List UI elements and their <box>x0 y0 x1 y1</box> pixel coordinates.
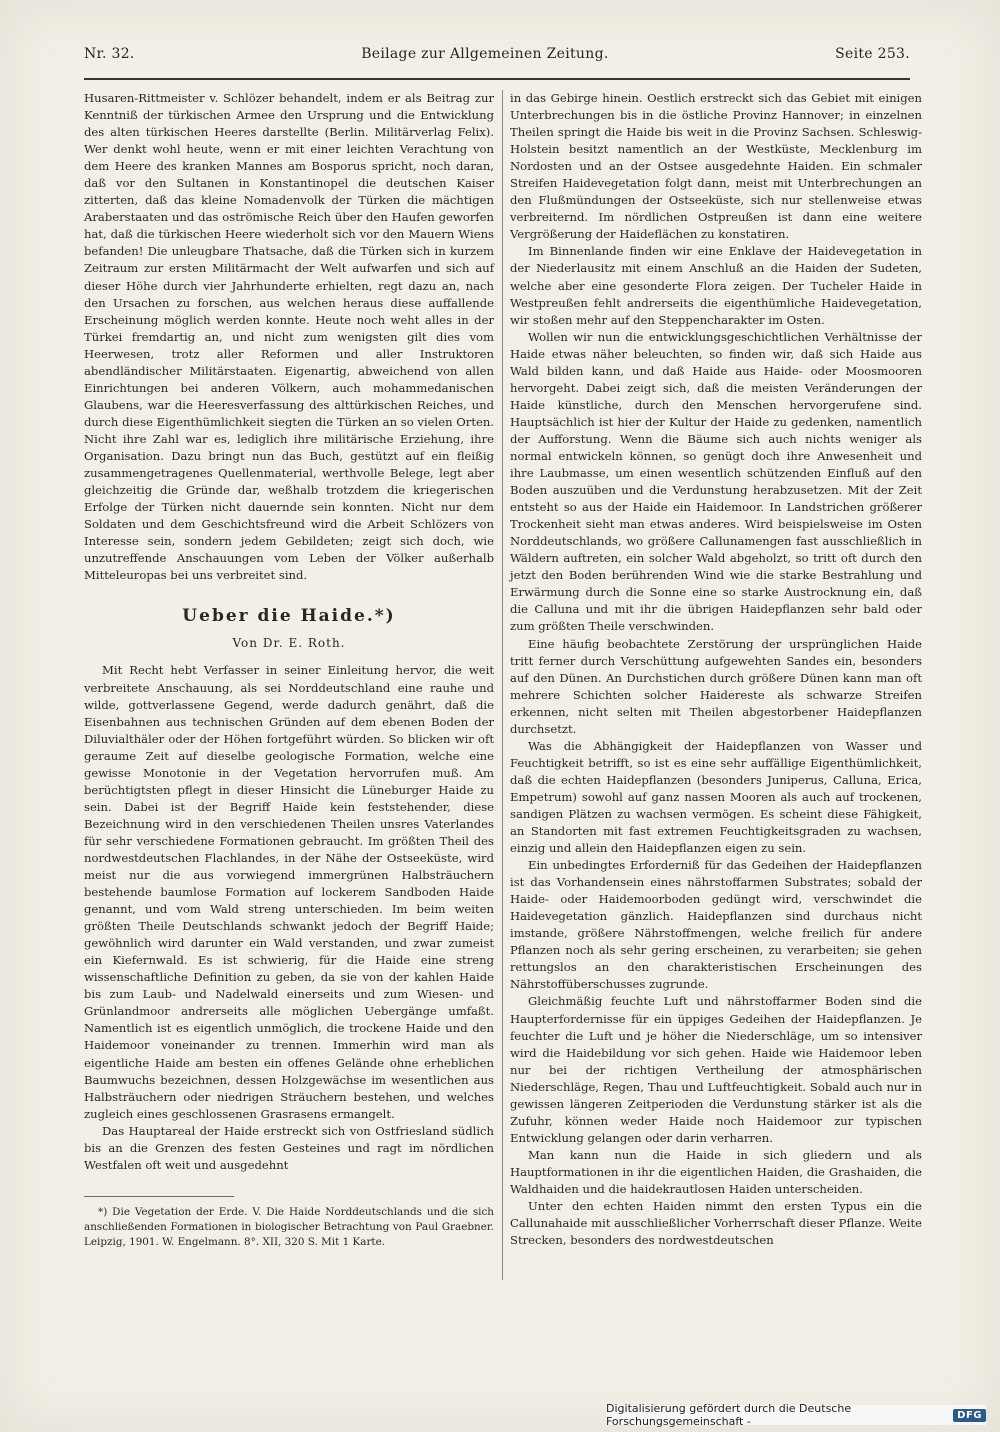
publication-title: Beilage zur Allgemeinen Zeitung. <box>361 46 609 62</box>
header-rule <box>84 78 910 80</box>
footnote-rule <box>84 1196 234 1197</box>
article-paragraph: Ein unbedingtes Erforderniß für das Gedeihen der Haidepflanzen ist das Vorhandensein eines nährstoffarmen Substrates; sobald der Haide- oder Haidemoorboden gedüngt wird, verschwindet die Haidevegetation gänzlich. Haidepflanzen sind durchaus nicht imstande, größere Nährstoffmengen, welche freilich für andere Pflanzen noch als sehr gering erscheinen, zu verarbeiten; sie gehen rettungslos an den charakteristischen Erscheinungen des Nährstoffüberschusses zugrunde. <box>510 858 922 992</box>
article-paragraph: Man kann nun die Haide in sich gliedern und als Hauptformationen in ihr die eigentlichen Haiden, die Grashaiden, die Waldhaiden und die haidekrautlosen Haiden unterscheiden. <box>510 1147 922 1196</box>
issue-number: Nr. 32. <box>84 46 135 62</box>
article-paragraph: Das Hauptareal der Haide erstreckt sich von Ostfriesland südlich bis an die Grenzen des festen Gesteines und ragt im nördlichen Westfalen oft weit und ausgedehnt <box>84 1123 494 1172</box>
article-paragraph: Unter den echten Haiden nimmt den ersten Typus ein die Callunahaide mit ausschließlicher Vorherrschaft dieser Pflanze. Weite Strecken, besonders des nordwestdeutschen <box>510 1199 922 1248</box>
page-header <box>84 40 910 68</box>
article-paragraph: Eine häufig beobachtete Zerstörung der ursprünglichen Haide tritt ferner durch Verschüttung aufgewehten Sandes ein, besonders auf den Dünen. An Durchstichen durch größere Dünen kann man oft mehrere Schichten solcher Haidereste als schwarze Streifen erkennen, nicht selten mit Theilen abgestorbener Haidepflanzen durchsetzt. <box>510 636 922 736</box>
column-rule <box>502 90 503 1280</box>
digitization-footer <box>606 1402 986 1428</box>
article-byline: Von Dr. E. Roth. <box>232 636 346 651</box>
article-paragraph: Was die Abhängigkeit der Haidepflanzen von Wasser und Feuchtigkeit betrifft, so ist es eine sehr auffällige Eigenthümlichkeit, daß die echten Haidepflanzen (besonders Juniperus, Calluna, Erica, Empetrum) sowohl auf ganz nassen Mooren als auch auf trockenen, sandigen Plätzen zu wachsen vermögen. Es scheint diese Fähigkeit, an Standorten mit fast extremen Feuchtigkeitsgraden zu wachsen, einzig und allein den Haidepflanzen eigen zu sein. <box>510 738 922 856</box>
right-column <box>510 90 922 1249</box>
review-paragraph: Husaren-Rittmeister v. Schlözer behandelt, indem er als Beitrag zur Kenntniß der türkischen Armee den Ursprung und die Entwicklung des alten türkischen Heeres darstellte (Berlin. Militärverlag Felix). Wer denkt wohl heute, wenn er mit einer leichten Verachtung von dem Heere des kranken Mannes am Bosporus spricht, noch daran, daß vor den Sultanen in Konstantinopel die deutschen Kaiser zitterten, daß das kleine Nomadenvolk der Türken die mächtigen Araberstaaten und das oströmische Reich über den Haufen geworfen hat, daß die türkischen Heere wiederholt sich vor den Mauern Wiens befanden! Die unleugbare Thatsache, daß die Türken sich in kurzem Zeitraum zur ersten Militärmacht der Welt aufwarfen und sich auf dieser Höhe durch vier Jahrhunderte erhielten, regt dazu an, nach den Ursachen zu forschen, aus welchen heraus diese auffallende Erscheinung möglich werden konnte. Heute noch weht alles in der Türkei fremdartig an, und nicht zum wenigsten gilt dies vom Heerwesen, trotz aller Reformen und aller Instruktoren abendländischer Militärstaaten. Eigenartig, abweichend von allen Einrichtungen bei anderen Völkern, auch mohammedanischen Glaubens, war die Heeresverfassung des alttürkischen Reiches, und durch diese Eigenthümlichkeit siegten die Türken an so vielen Orten. Nicht ihre Zahl war es, lediglich ihre militärische Erziehung, ihre Organisation. Dazu bringt nun das Buch, gestützt auf ein fleißig zusammengetragenes Quellenmaterial, werthvolle Belege, legt aber gleichzeitig die Gründe dar, weßhalb trotzdem die kriegerischen Erfolge der Türken nicht dauernde sein konnten. Nicht nur dem Soldaten und dem Geschichtsfreund wird die Arbeit Schlözers von Interesse sein, sondern jedem Gebildeten; zeigt sich doch, wie unzutreffende Anschauungen vom Leben der Völker außerhalb Mitteleuropas bei uns verbreitet sind. <box>84 91 494 583</box>
footer-text: Digitalisierung gefördert durch die Deutsche Forschungsgemeinschaft - <box>606 1402 852 1428</box>
page-number: Seite 253. <box>835 46 910 62</box>
footnote: *) Die Vegetation der Erde. V. Die Haide Norddeutschlands und die sich anschließenden Formationen in biologischer Betrachtung von Paul Graebner. Leipzig, 1901. W. Engelmann. 8°. XII, 320 S. Mit 1 Karte. <box>84 1205 494 1248</box>
article-paragraph: Wollen wir nun die entwicklungsgeschichtlichen Verhältnisse der Haide etwas näher beleuchten, so finden wir, daß sich Haide aus Wald bilden kann, und daß Haide aus Haide- oder Moosmooren hervorgeht. Dabei zeigt sich, daß die meisten Veränderungen der Haide künstliche, durch den Menschen hervorgerufene sind. Hauptsächlich ist hier der Kultur der Haide zu gedenken, namentlich der Aufforstung. Wenn die Bäume sich auch nichts weniger als normal entwickeln können, so genügt doch ihre Anwesenheit und ihre Laubmasse, um einen wesentlich schützenden Einfluß auf den Boden auszuüben und die Verdunstung herabzusetzen. Mit der Zeit entsteht so aus der Haide ein Haidemoor. In Landstrichen größerer Trockenheit sieht man etwas anderes. Wird beispielsweise im Osten Norddeutschlands, wo größere Callunamengen fast ausschließlich in Wäldern auftreten, ein solcher Wald abgeholzt, so tritt oft durch den jetzt den Boden berührenden Wind wie die starke Bestrahlung und Erwärmung durch die Sonne eine so starke Austrocknung ein, daß die Calluna und mit ihr die übrigen Haidepflanzen sehr bald oder zum größten Theile verschwinden. <box>510 329 922 634</box>
article-title: Ueber die Haide.*) <box>182 606 396 627</box>
article-paragraph: Im Binnenlande finden wir eine Enklave der Haidevegetation in der Niederlausitz mit einem Anschluß an die Haiden der Sudeten, welche aber eine gesonderte Flora zeigen. Der Tucheler Haide in Westpreußen fehlt andrerseits die eigenthümliche Haidevegetation, wir stoßen mehr auf den Steppencharakter im Osten. <box>510 244 922 327</box>
article-paragraph: in das Gebirge hinein. Oestlich erstreckt sich das Gebiet mit einigen Unterbrechungen bis in die östliche Provinz Hannover; in einzelnen Theilen springt die Haide bis weit in die Provinz Sachsen. Schleswig-Holstein besitzt namentlich an der Westküste, Mecklenburg im Nordosten und an der Ostsee ausgedehnte Haiden. Ein schmaler Streifen Haidevegetation folgt dann, meist mit Unterbrechungen an den Flußmündungen der Ostseeküste, sich nur stellenweise etwas verbreiternd. Im nördlichen Ostpreußen ist dann eine weitere Vergrößerung der Haideflächen zu konstatiren. <box>510 91 922 242</box>
article-paragraph: Gleichmäßig feuchte Luft und nährstoffarmer Boden sind die Haupterfordernisse für ein üppiges Gedeihen der Haidepflanzen. Je feuchter die Luft und je höher die Niederschläge, um so intensiver wird die Haidebildung vor sich gehen. Haide wie Haidemoor leben nur bei der richtigen Vertheilung der atmosphärischen Niederschläge, Regen, Thau und Luftfeuchtigkeit. Sobald auch nur in gewissen längeren Zeitperioden die Verdunstung stärker ist als die Zufuhr, können weder Haide noch Haidemoor zur typischen Entwicklung gelangen oder darin verharren. <box>510 994 922 1145</box>
dfg-logo-icon: DFG <box>953 1409 986 1422</box>
left-column <box>84 90 494 1250</box>
article-paragraph: Mit Recht hebt Verfasser in seiner Einleitung hervor, die weit verbreitete Anschauung, als sei Norddeutschland eine rauhe und wilde, gottverlassene Gegend, werde dadurch genährt, daß die Eisenbahnen aus technischen Gründen auf dem ebenen Boden der Diluvialthäler oder der Höhen fortgeführt würden. So blicken wir oft geraume Zeit auf dieselbe geologische Formation, welche eine gewisse Monotonie in der Vegetation hervorrufen muß. Am berüchtigtsten pflegt in dieser Hinsicht die Lüneburger Haide zu sein. Dabei ist der Begriff Haide kein feststehender, diese Bezeichnung wird in den verschiedenen Theilen unsres Vaterlandes für sehr verschiedene Formationen gebraucht. Im größten Theil des nordwestdeutschen Flachlandes, in der Nähe der Ostseeküste, wird meist nur die aus vorwiegend immergrünen Halbsträuchern bestehende baumlose Formation auf lockerem Sandboden Haide genannt, und vom Wald streng unterschieden. Im beim weiten größten Theile Deutschlands schwankt jedoch der Begriff Haide; gewöhnlich wird darunter ein Wald verstanden, und zwar zumeist ein Kiefernwald. Es ist schwierig, für die Haide eine streng wissenschaftliche Definition zu geben, da sie von der kahlen Haide bis zum Laub- und Nadelwald einerseits und zum Wiesen- und Grünlandmoor andrerseits alle möglichen Uebergänge umfaßt. Namentlich ist es eigentlich unmöglich, die trockene Haide und den Haidemoor voneinander zu trennen. Immerhin wird man als eigentliche Haide am besten ein offenes Gelände ohne erheblichen Baumwuchs bezeichnen, dessen Holzgewächse im wesentlichen aus Halbsträuchern oder niedrigen Sträuchern bestehen, und welches zugleich eines geschlossenen Grasrasens ermangelt. <box>84 663 494 1121</box>
